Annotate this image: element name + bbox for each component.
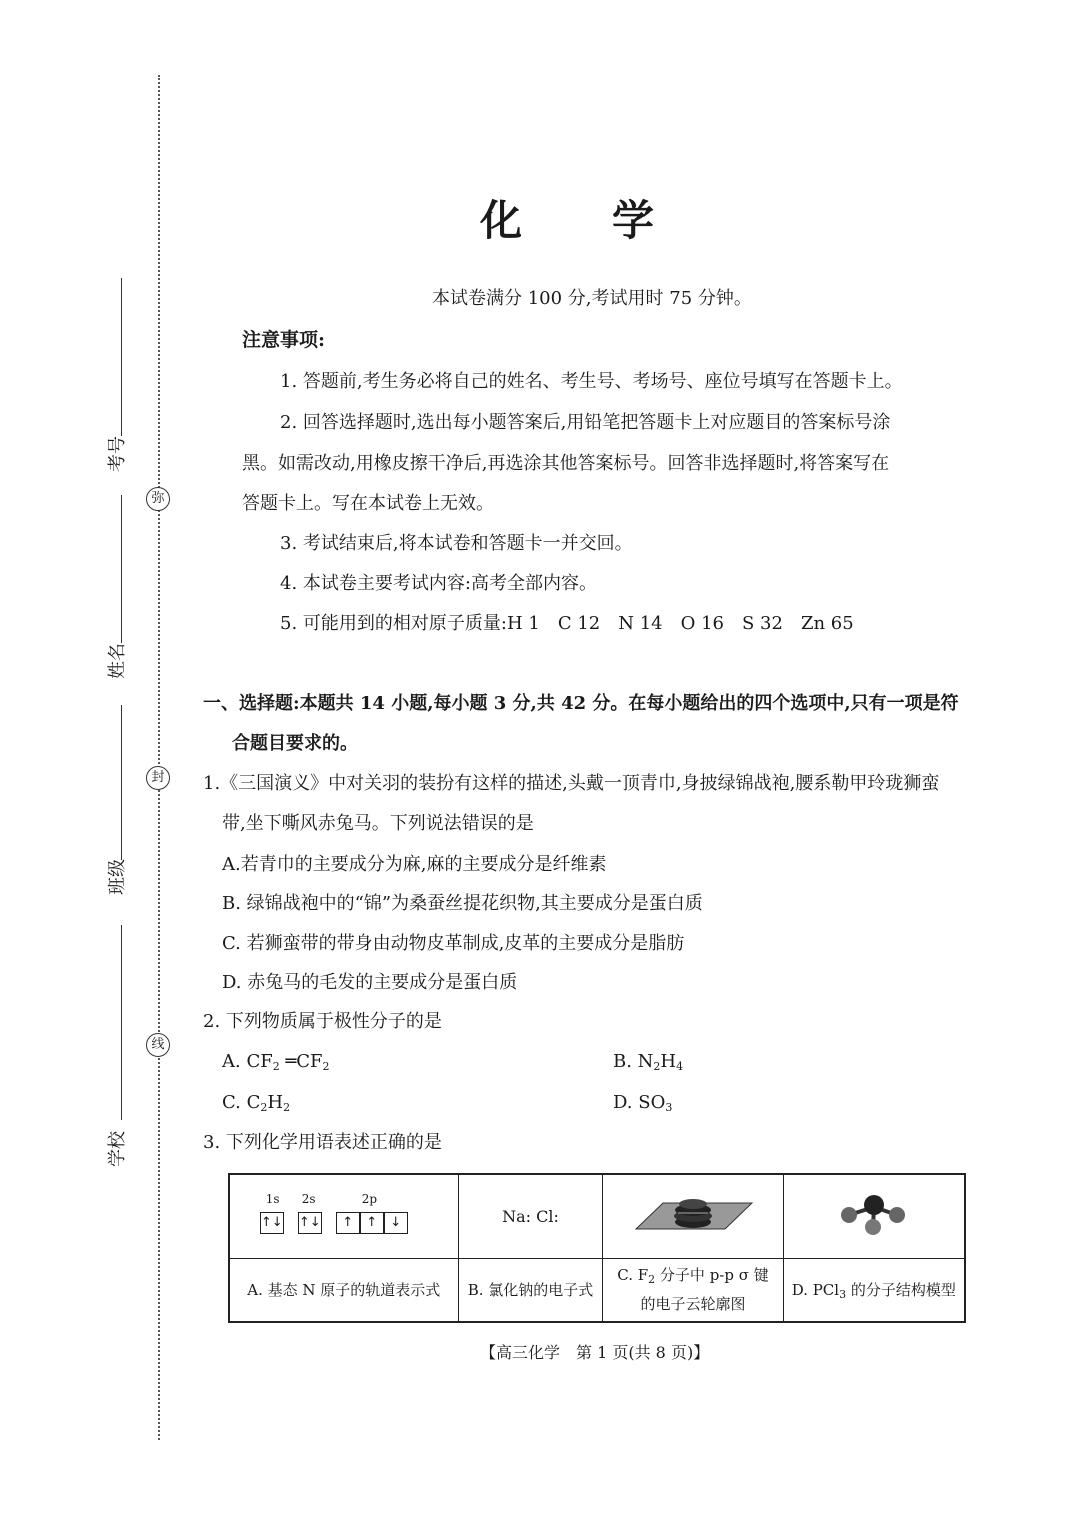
q3-options-table <box>228 1173 966 1323</box>
nacl-electron-formula: Na: Cl: <box>502 1206 559 1226</box>
q1-option-b: B. 绿锦战袍中的“锦”为桑蚕丝提花织物,其主要成分是蛋白质 <box>222 893 703 914</box>
exam-number-line[interactable] <box>121 278 122 436</box>
q1-stem: 1.《三国演义》中对关羽的装扮有这样的描述,头戴一顶青巾,身披绿锦战袍,腰系勒甲玲珑狮蛮 <box>203 773 940 794</box>
notice-item-2-cont1: 黑。如需改动,用橡皮擦干净后,再选涂其他答案标号。回答非选择题时,将答案写在 <box>242 453 890 474</box>
orbital-label-2p: 2p <box>361 1192 378 1207</box>
notice-item-2: 2. 回答选择题时,选出每小题答案后,用铅笔把答题卡上对应题目的答案标号涂 <box>280 412 891 433</box>
orbital-box-2p-3: ↓ <box>384 1212 408 1234</box>
p-p-sigma-cloud-diagram <box>628 1189 758 1239</box>
orbital-box-2p-2: ↑ <box>360 1212 384 1234</box>
q3-caption-c: C. $F_2$ 分子中 p-p σ 键 的电子云轮廓图 <box>603 1258 783 1322</box>
seal-mark-1: 弥 <box>146 487 170 511</box>
class-line[interactable] <box>121 705 122 860</box>
seal-mark-2: 封 <box>146 766 170 790</box>
binding-dotted-line <box>158 75 160 1440</box>
seal-mark-3: 线 <box>146 1033 170 1057</box>
section-heading: 一、选择题:本题共 14 小题,每小题 3 分,共 42 分。在每小题给出的四个选项中,只有一项是符 <box>203 693 959 714</box>
q3-caption-b: B. 氯化钠的电子式 <box>458 1258 603 1322</box>
notice-item-1: 1. 答题前,考生务必将自己的姓名、考生号、考场号、座位号填写在答题卡上。 <box>280 371 903 392</box>
q2-option-d: D. $SO_3$ <box>613 1092 673 1114</box>
q3-cell-model <box>783 1174 965 1258</box>
school-line[interactable] <box>121 925 122 1120</box>
notice-heading: 注意事项: <box>242 329 326 351</box>
q1-option-c: C. 若狮蛮带的带身由动物皮革制成,皮革的主要成分是脂肪 <box>222 933 685 954</box>
q2-option-a: A. $CF_2$ $═CF_2$ <box>222 1051 330 1073</box>
orbital-label-1s: 1s <box>265 1192 280 1207</box>
page-title: 化 学 <box>480 196 655 245</box>
notice-item-2-cont2: 答题卡上。写在本试卷上无效。 <box>242 493 494 514</box>
q3-caption-d: D. PCl$_3$ 的分子结构模型 <box>783 1258 965 1322</box>
q2-stem: 2. 下列物质属于极性分子的是 <box>203 1011 442 1032</box>
notice-item-5: 5. 可能用到的相对原子质量:H 1 C 12 N 14 O 16 S 32 Zn 65 <box>280 613 854 634</box>
page-footer: 【高三化学 第 1 页(共 8 页)】 <box>480 1343 710 1362</box>
q2-option-c: C. $C_2H_2$ <box>222 1092 291 1114</box>
orbital-box-1s: ↑↓ <box>260 1212 284 1234</box>
orbital-box-2s: ↑↓ <box>298 1212 322 1234</box>
exam-subtitle: 本试卷满分 100 分,考试用时 75 分钟。 <box>432 288 752 309</box>
section-heading-cont: 合题目要求的。 <box>232 733 358 754</box>
class-label: 班级 <box>107 859 128 895</box>
q3-stem: 3. 下列化学用语表述正确的是 <box>203 1132 442 1153</box>
q3-cell-nacl <box>458 1174 603 1258</box>
orbital-label-2s: 2s <box>301 1192 316 1207</box>
q1-option-d: D. 赤兔马的毛发的主要成分是蛋白质 <box>222 972 518 993</box>
school-label: 学校 <box>107 1131 128 1167</box>
pcl3-ball-model <box>829 1189 919 1239</box>
exam-number-label: 考号 <box>107 436 128 472</box>
notice-item-4: 4. 本试卷主要考试内容:高考全部内容。 <box>280 573 597 594</box>
q3-cell-cloud <box>603 1174 783 1258</box>
q1-stem-cont: 带,坐下嘶风赤兔马。下列说法错误的是 <box>222 813 534 834</box>
orbital-box-2p-1: ↑ <box>336 1212 360 1234</box>
name-line[interactable] <box>121 495 122 643</box>
q3-caption-a: A. 基态 N 原子的轨道表示式 <box>229 1258 458 1322</box>
q1-option-a: A.若青巾的主要成分为麻,麻的主要成分是纤维素 <box>222 854 607 875</box>
notice-item-3: 3. 考试结束后,将本试卷和答题卡一并交回。 <box>280 533 633 554</box>
q2-option-b: B. $N_2H_4$ <box>613 1051 684 1073</box>
name-label: 姓名 <box>107 643 128 679</box>
q3-cell-orbital <box>229 1174 458 1258</box>
